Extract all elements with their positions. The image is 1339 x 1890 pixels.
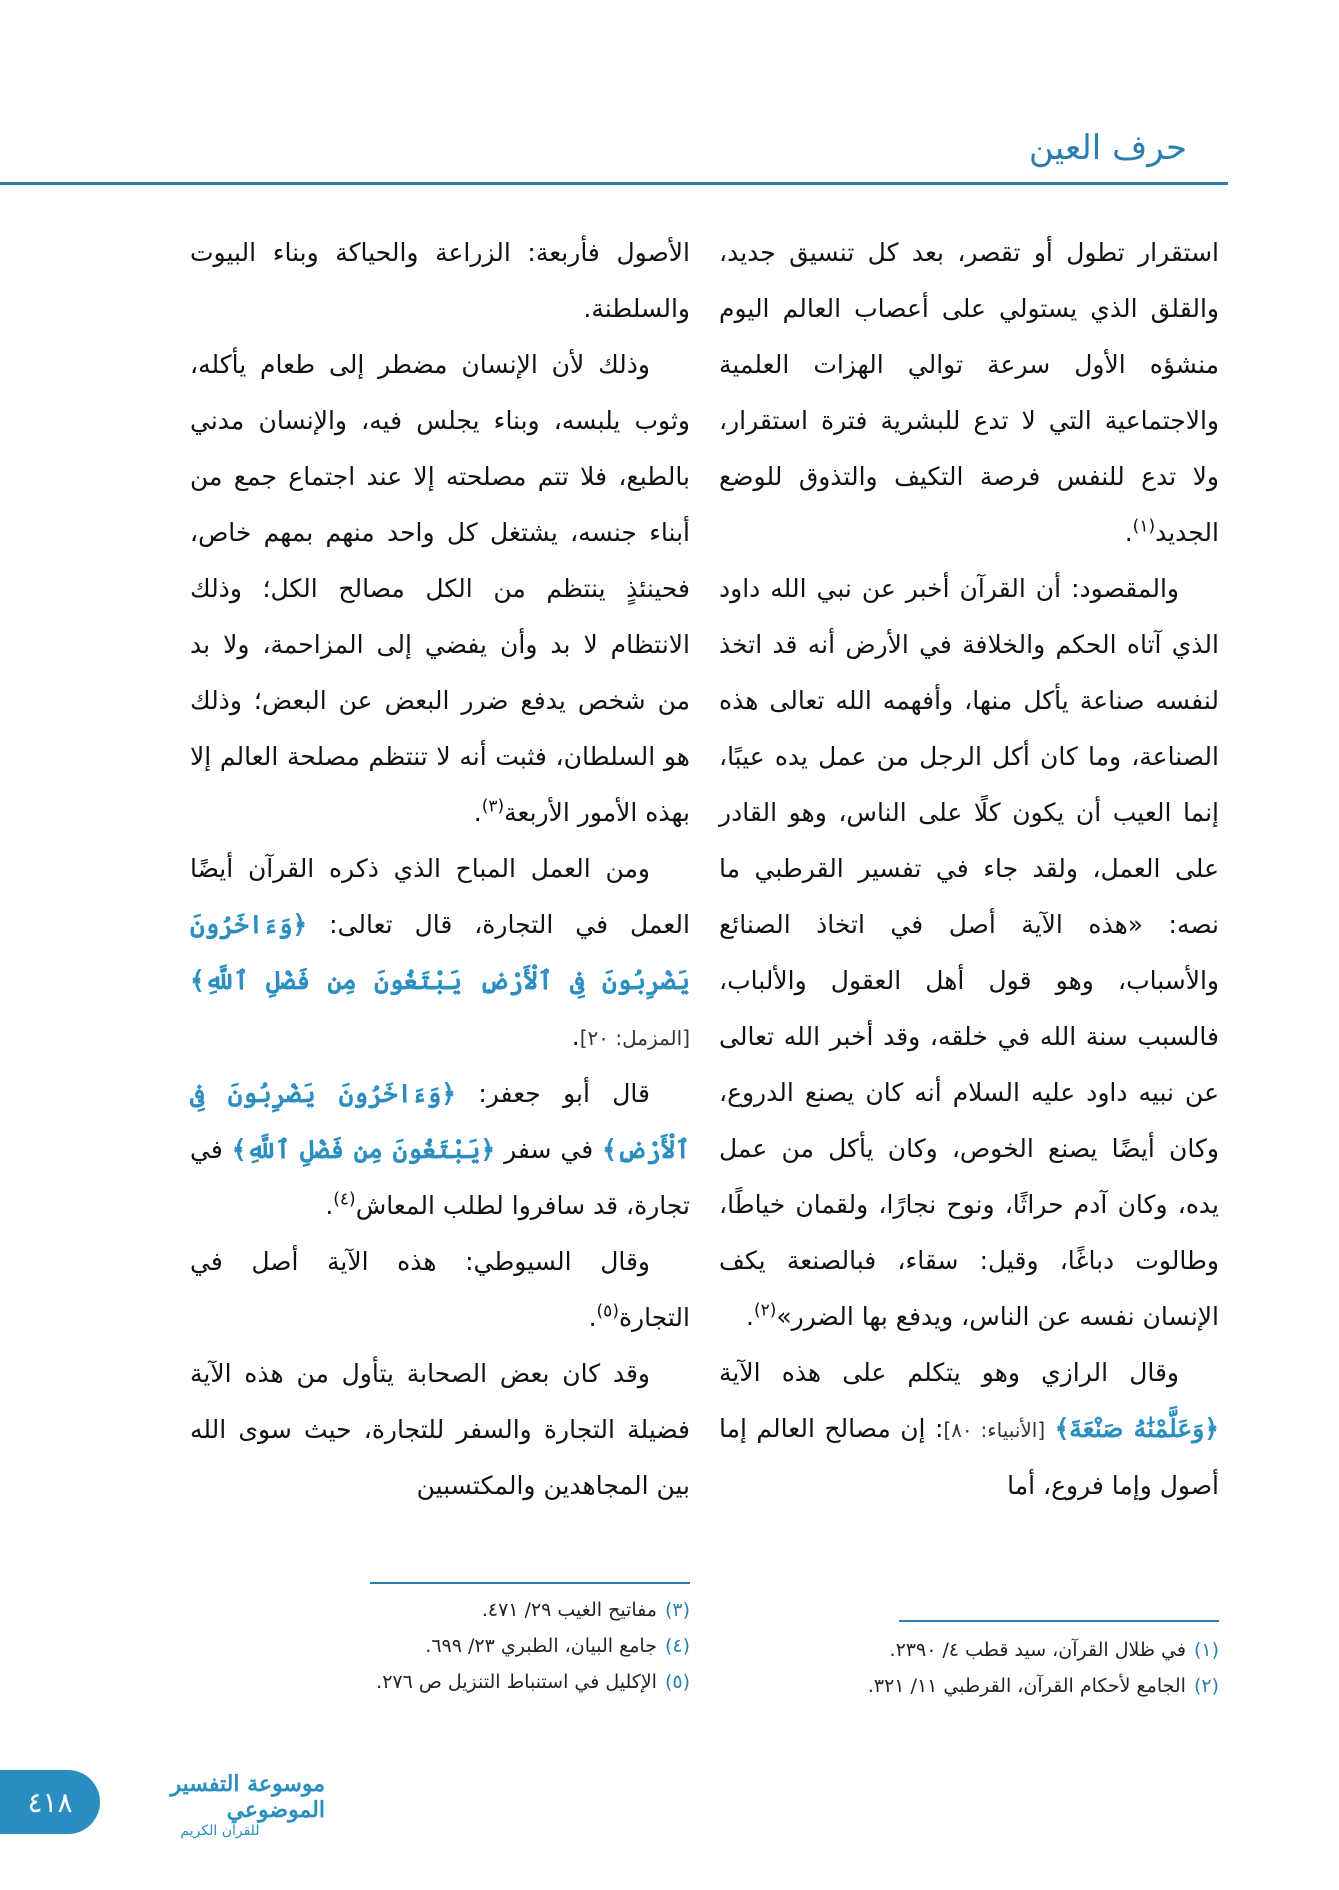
quran-verse: ﴿وَءَاخَرُونَ يَضْرِبُونَ فِى ٱلْأَرْضِ﴾ (190, 1079, 691, 1164)
header-rule (0, 182, 1228, 185)
footnote: (٤)جامع البيان، الطبري ٢٣/ ٦٩٩. (425, 1635, 690, 1657)
paragraph: استقرار تطول أو تقصر، بعد كل تنسيق جديد، والقلق الذي يستولي على أعصاب العالم اليوم منشؤه الأول سرعة توالي الهزات العلمية والاجتماعية التي لا تدع للبشرية فترة استقرار، ولا تدع للنفس فرصة التكيف والتذوق للوضع الجديد$^{(١)}$. (719, 238, 1219, 547)
paragraph: وقال الرازي وهو يتكلم على هذه الآية ﴿وَعَلَّمْنَٰهُ صَنْعَةَ﴾ [الأنبياء: ٨٠]: إن مصالح العالم إما أصول وإما فروع، أما (719, 1358, 1220, 1500)
footnote: (٢)الجامع لأحكام القرآن، القرطبي ١١/ ٣٢١. (867, 1675, 1219, 1697)
footnote-ref[interactable]: (٥) (596, 1301, 619, 1322)
quran-verse: ﴿وَعَلَّمْنَٰهُ صَنْعَةَ﴾ (1054, 1414, 1220, 1443)
quran-verse: ﴿وَءَاخَرُونَ يَضْرِبُونَ فِى ٱلْأَرْضِ يَبْتَغُونَ مِن فَضْلِ ٱللَّهِ﴾ (190, 910, 690, 995)
paragraph: قال أبو جعفر: ﴿وَءَاخَرُونَ يَضْرِبُونَ فِى ٱلْأَرْضِ﴾ في سفر ﴿يَبْتَغُونَ مِن فَضْلِ ٱللَّهِ﴾ في تجارة، قد سافروا لطلب المعاش$^{(٤)}$. (190, 1079, 691, 1220)
footnote-ref[interactable]: (١) (1132, 516, 1156, 537)
footnote: (١)في ظلال القرآن، سيد قطب ٤/ ٢٣٩٠. (889, 1639, 1219, 1661)
paragraph: ومن العمل المباح الذي ذكره القرآن أيضًا العمل في التجارة، قال تعالى: ﴿وَءَاخَرُونَ يَضْرِبُونَ فِى ٱلْأَرْضِ يَبْتَغُونَ مِن فَضْلِ ٱللَّهِ﴾ [المزمل: ٢٠]. (190, 854, 690, 1051)
footnotes-left (190, 1592, 690, 1700)
paragraph: وقال السيوطي: هذه الآية أصل في التجارة$^{(٥)}$. (190, 1247, 690, 1332)
verse-reference: [الأنبياء: ٨٠] (943, 1418, 1046, 1442)
footnote-ref[interactable]: (٣) (481, 796, 505, 817)
quran-verse: ﴿يَبْتَغُونَ مِن فَضْلِ ٱللَّهِ﴾ (231, 1135, 496, 1164)
footnote-divider (370, 1582, 690, 1584)
left-column (190, 225, 690, 1514)
footnote-divider (899, 1620, 1219, 1622)
page-number: ٤١٨ (27, 1785, 73, 1819)
right-column (719, 225, 1219, 1514)
footnote-ref[interactable]: (٤) (333, 1189, 356, 1210)
encyclopedia-logo: موسوعة التفسير الموضوعي للقرآن الكريم (170, 1771, 325, 1839)
footnote: (٣)مفاتيح الغيب ٢٩/ ٤٧١. (481, 1599, 690, 1621)
page-number-badge (0, 1770, 100, 1834)
paragraph: الأصول فأربعة: الزراعة والحياكة وبناء البيوت والسلطنة. (190, 238, 690, 323)
paragraph: وقد كان بعض الصحابة يتأول من هذه الآية فضيلة التجارة والسفر للتجارة، حيث سوى الله بين المجاهدين والمكتسبين (190, 1359, 690, 1500)
paragraph: وذلك لأن الإنسان مضطر إلى طعام يأكله، وثوب يلبسه، وبناء يجلس فيه، والإنسان مدني بالطبع، فلا تتم مصلحته إلا عند اجتماع جمع من أبناء جنسه، يشتغل كل واحد منهم بمهم خاص، فحينئذٍ ينتظم من الكل مصالح الكل؛ وذلك الانتظام لا بد وأن يفضي إلى المزاحمة، ولا بد من شخص يدفع ضرر البعض عن البعض؛ وذلك هو السلطان، فثبت أنه لا تنتظم مصلحة العالم إلا بهذه الأمور الأربعة$^{(٣)}$. (190, 350, 690, 827)
footnote: (٥)الإكليل في استنباط التنزيل ص ٢٧٦. (376, 1671, 690, 1693)
paragraph: والمقصود: أن القرآن أخبر عن نبي الله داود الذي آتاه الحكم والخلافة في الأرض أنه قد اتخذ لنفسه صناعة يأكل منها، وأفهمه الله تعالى هذه الصناعة، وما كان أكل الرجل من عمل يده عيبًا، إنما العيب أن يكون كلًا على الناس، وهو القادر على العمل، ولقد جاء في تفسير القرطبي ما نصه: «هذه الآية أصل في اتخاذ الصنائع والأسباب، وهو قول أهل العقول والألباب، فالسبب سنة الله في خلقه، وقد أخبر الله تعالى عن نبيه داود عليه السلام أنه كان يصنع الدروع، وكان أيضًا يصنع الخوص، وكان يأكل من عمل يده، وكان آدم حراثًا، ونوح نجارًا، ولقمان خياطًا، وطالوت دباغًا، وقيل: سقاء، فبالصنعة يكف الإنسان نفسه عن الناس، ويدفع بها الضرر»$^{(٢)}$. (719, 574, 1219, 1331)
footnotes-right (719, 1632, 1219, 1704)
running-header-title: حرف العين (1028, 128, 1187, 168)
verse-reference: [المزمل: ٢٠] (579, 1026, 690, 1050)
footnote-ref[interactable]: (٢) (753, 1300, 777, 1321)
